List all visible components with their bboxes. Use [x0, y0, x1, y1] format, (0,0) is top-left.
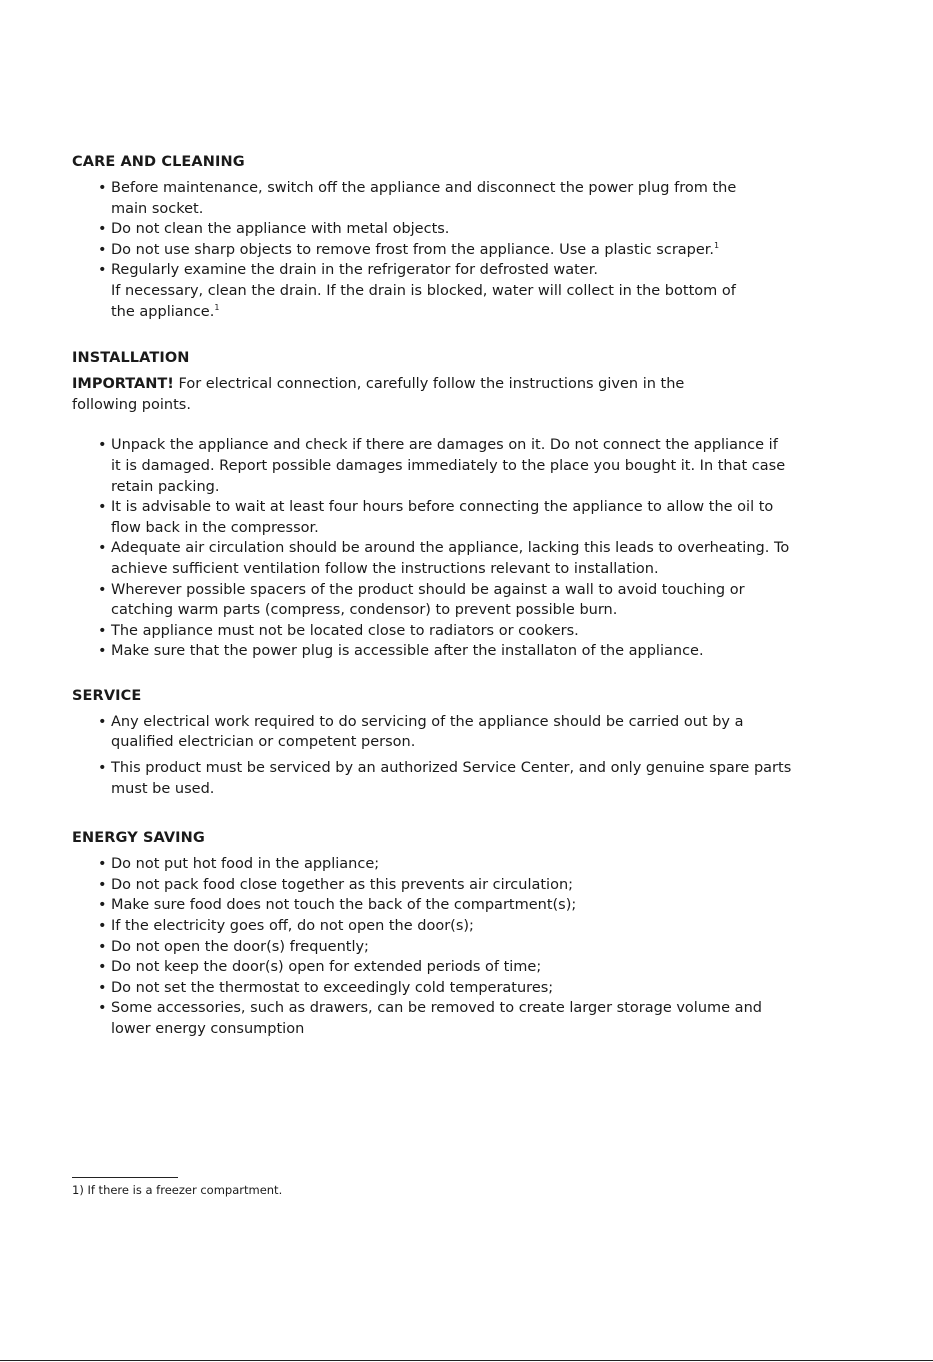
install-b1-line3: retain packing. — [111, 478, 220, 495]
section-title-installation: INSTALLATION — [72, 350, 190, 367]
installation-intro-line1: For electrical connection, carefully follow the instructions given in the — [173, 376, 685, 393]
list-item — [98, 178, 862, 219]
care-b2: Do not clean the appliance with metal objects. — [111, 221, 450, 238]
install-b4-line2: catching warm parts (compress, condensor) to prevent possible burn. — [111, 602, 618, 619]
list-item — [98, 240, 862, 261]
footnote-text: 1) If there is a freezer compartment. — [72, 1183, 283, 1197]
list-item — [98, 435, 862, 497]
energy-list — [72, 854, 862, 1039]
care-b4-line3: the appliance. — [111, 303, 215, 320]
list-item — [98, 998, 862, 1039]
list-item — [98, 937, 862, 958]
section-title-service: SERVICE — [72, 687, 142, 704]
service-section — [72, 686, 862, 799]
energy-b8-line2: lower energy consumption — [111, 1021, 305, 1037]
energy-b6: Do not keep the door(s) open for extended periods of time; — [111, 959, 542, 976]
list-item — [98, 875, 862, 896]
list-item — [98, 957, 862, 978]
care-b1-line2: main socket. — [111, 200, 204, 217]
install-b2-line1: • It is advisable to wait at least four hours before connecting the appliance to allow the oil to — [111, 499, 774, 516]
section-title-energy: ENERGY SAVING — [72, 830, 205, 847]
energy-b8-line1: • Some accessories, such as drawers, can be removed to create larger storage volume and — [111, 1000, 762, 1017]
list-item — [98, 895, 862, 916]
care-and-cleaning-section — [72, 152, 862, 322]
list-item — [98, 621, 862, 642]
list-item — [98, 712, 862, 753]
install-b3-line1: • Adequate air circulation should be around the appliance, lacking this leads to overheating. To — [111, 540, 790, 557]
manual-page — [72, 152, 862, 1040]
section-title-care: CARE AND CLEANING — [72, 154, 245, 170]
install-b4-line1: • Wherever possible spacers of the product should be against a wall to avoid touching or — [111, 581, 745, 598]
energy-b2: Do not pack food close together as this prevents air circulation; — [111, 876, 574, 893]
service-b1-line2: qualified electrician or competent person. — [111, 734, 416, 751]
installation-intro — [72, 374, 862, 415]
install-b5: The appliance must not be located close to radiators or cookers. — [111, 622, 579, 639]
installation-section — [72, 348, 862, 662]
install-b2-line2: flow back in the compressor. — [111, 519, 319, 536]
important-label: IMPORTANT! — [72, 376, 174, 393]
list-item — [98, 580, 862, 621]
care-list — [72, 178, 862, 322]
service-b1-line1: • Any electrical work required to do servicing of the appliance should be carried out by a — [111, 713, 744, 730]
list-item — [98, 497, 862, 538]
list-item — [98, 538, 862, 579]
list-item — [98, 978, 862, 999]
energy-b5: Do not open the door(s) frequently; — [111, 938, 369, 955]
energy-b3: Make sure food does not touch the back of the compartment(s); — [111, 897, 577, 914]
energy-saving-section — [72, 828, 862, 1039]
list-item — [98, 758, 862, 799]
care-b3: Do not use sharp objects to remove frost from the appliance. Use a plastic scraper. — [111, 241, 715, 258]
care-b4-line1: • Regularly examine the drain in the refrigerator for defrosted water. — [111, 262, 598, 279]
footnote-ref: 1 — [214, 302, 220, 312]
installation-intro-line2: following points. — [72, 396, 191, 413]
footnote — [72, 1177, 472, 1198]
install-b1-line1: • Unpack the appliance and check if there are damages on it. Do not connect the appliance if — [111, 437, 778, 454]
energy-b7: Do not set the thermostat to exceedingly cold temperatures; — [111, 979, 554, 996]
install-b3-line2: achieve sufficient ventilation follow the instructions relevant to installation. — [111, 560, 659, 577]
service-b2-line1: • This product must be serviced by an authorized Service Center, and only genuine spare parts — [111, 760, 792, 777]
service-list — [72, 712, 862, 799]
care-b1-line1: • Before maintenance, switch off the appliance and disconnect the power plug from the — [111, 180, 737, 196]
list-item — [98, 260, 862, 322]
list-item — [98, 219, 862, 240]
care-b4-line2: If necessary, clean the drain. If the drain is blocked, water will collect in the bottom of — [111, 282, 736, 299]
install-b6: Make sure that the power plug is accessible after the installaton of the appliance. — [111, 643, 704, 660]
footnote-ref: 1 — [714, 240, 720, 250]
energy-b1: Do not put hot food in the appliance; — [111, 856, 380, 873]
installation-list — [72, 435, 862, 662]
service-b2-line2: must be used. — [111, 780, 215, 797]
install-b1-line2: it is damaged. Report possible damages immediately to the place you bought it. In that case — [111, 457, 786, 474]
list-item — [98, 641, 862, 662]
page-bottom-divider — [0, 1360, 933, 1361]
energy-b4: If the electricity goes off, do not open the door(s); — [111, 918, 474, 935]
list-item — [98, 916, 862, 937]
footnote-divider — [72, 1177, 178, 1178]
list-item — [98, 854, 862, 875]
